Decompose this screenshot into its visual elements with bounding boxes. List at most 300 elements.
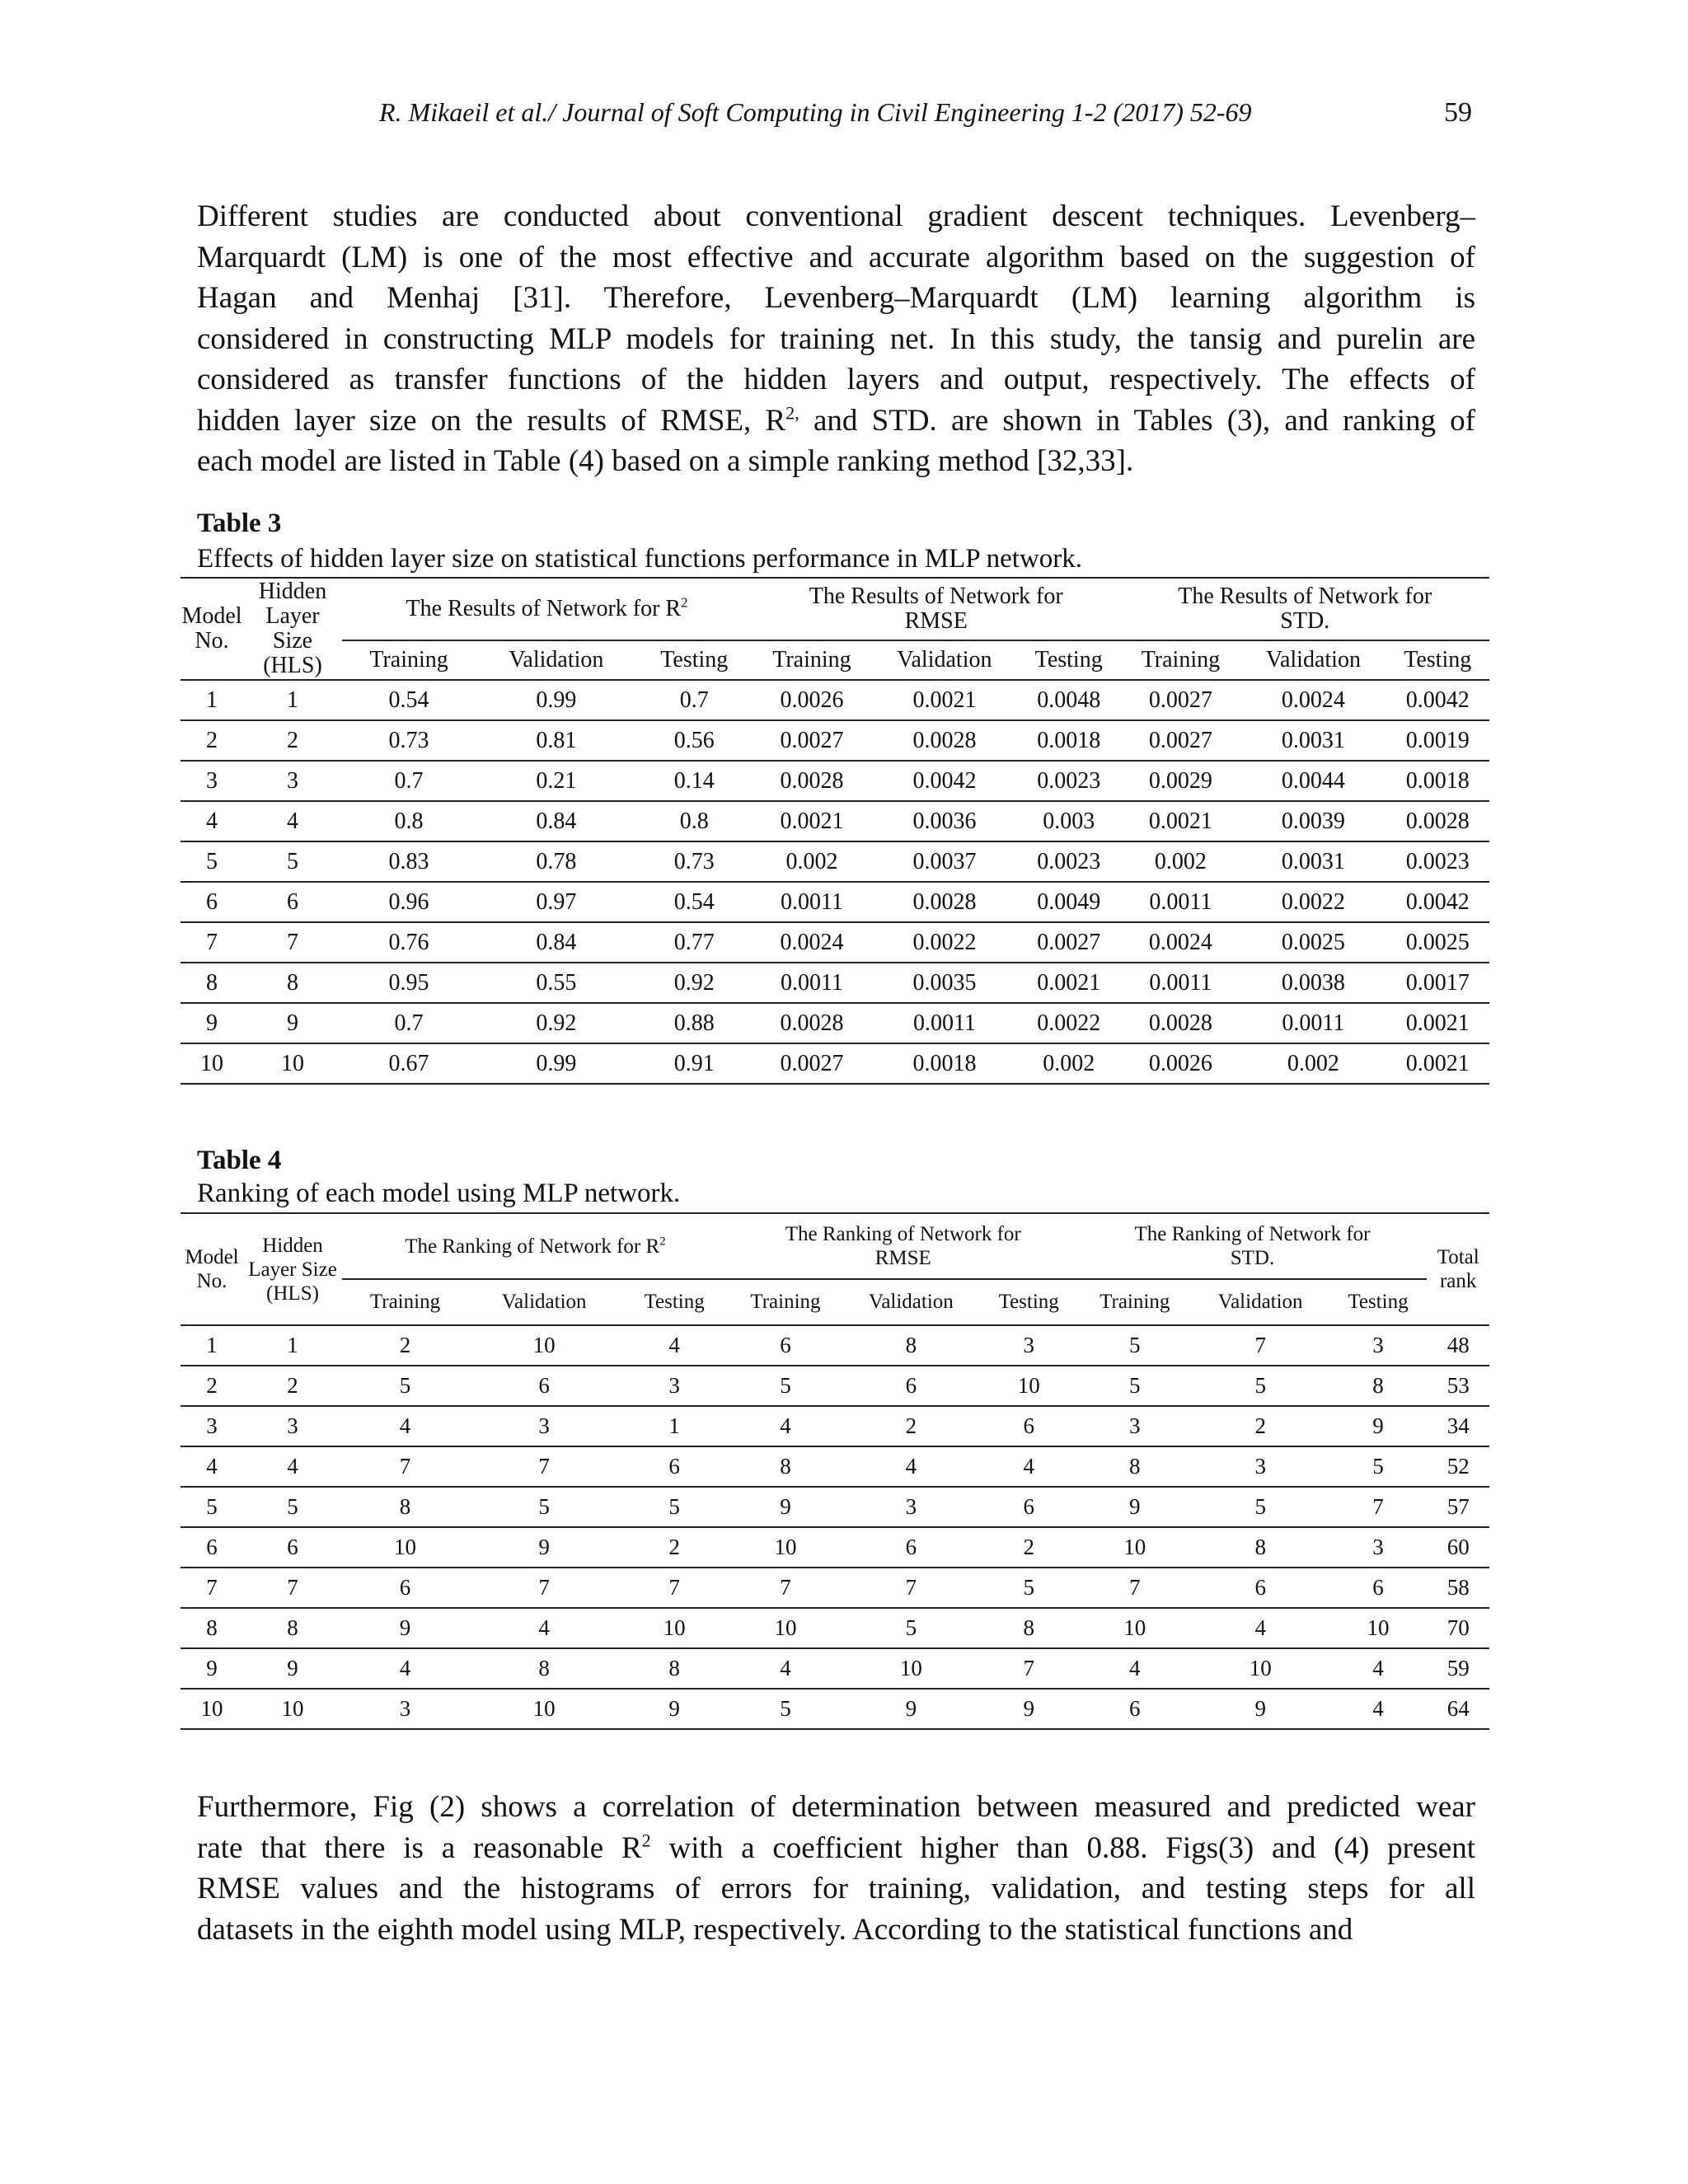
text-line: each model are listed in Table (4) based on a simple ranking method [32,33]. <box>197 444 1134 478</box>
table-cell: 7 <box>842 1568 980 1608</box>
subheader-row <box>181 1279 1489 1325</box>
table-cell: 5 <box>1329 1446 1428 1487</box>
table-cell: 0.84 <box>476 922 637 963</box>
table-cell: 0.0044 <box>1240 761 1386 801</box>
table-row <box>181 922 1489 963</box>
table-cell: 1 <box>243 680 342 720</box>
table-cell: 0.84 <box>476 801 637 841</box>
table-cell: 3 <box>842 1487 980 1527</box>
table-cell: 7 <box>342 1446 468 1487</box>
table-cell: 2 <box>181 1366 243 1406</box>
column-header-hls: Hidden Layer Size (HLS) <box>243 578 342 680</box>
table-cell: 0.0022 <box>872 922 1017 963</box>
table-cell: 8 <box>1192 1527 1329 1568</box>
table-cell: 58 <box>1427 1568 1489 1608</box>
table-cell: 8 <box>729 1446 842 1487</box>
table-cell: 0.88 <box>637 1003 752 1043</box>
table-row <box>181 1406 1489 1446</box>
table-cell: 60 <box>1427 1527 1489 1568</box>
subcolumn-header-training: Training <box>752 640 872 680</box>
table-cell: 5 <box>842 1608 980 1648</box>
table-cell: 5 <box>1078 1366 1192 1406</box>
outro-paragraph <box>197 1787 1475 1950</box>
table-cell: 52 <box>1427 1446 1489 1487</box>
table-cell: 3 <box>181 761 243 801</box>
table-cell: 0.0021 <box>1120 801 1240 841</box>
table-cell: 0.14 <box>637 761 752 801</box>
table-cell: 9 <box>181 1648 243 1689</box>
table-row <box>181 963 1489 1003</box>
table-cell: 10 <box>620 1608 728 1648</box>
text-line: Hagan and Menhaj [31]. Therefore, Levenberg–Marquardt (LM) learning algorithm is <box>197 281 1475 315</box>
table-cell: 5 <box>1192 1366 1329 1406</box>
table-cell: 6 <box>842 1366 980 1406</box>
table-cell: 7 <box>468 1446 620 1487</box>
subcolumn-header-testing: Testing <box>1017 640 1120 680</box>
subcolumn-header-validation: Validation <box>842 1279 980 1325</box>
table-cell: 8 <box>243 1608 342 1648</box>
table-cell: 0.0042 <box>1386 882 1489 922</box>
text-line: rate that there is a reasonable $R^2$ with a coefficient higher than 0.88. Figs(3) and (4) present <box>197 1830 1475 1865</box>
table-cell: 0.0025 <box>1386 922 1489 963</box>
table-cell: 10 <box>1329 1608 1428 1648</box>
subcolumn-header-testing: Testing <box>637 640 752 680</box>
table-row <box>181 882 1489 922</box>
table-cell: 5 <box>1192 1487 1329 1527</box>
table-cell: 10 <box>243 1043 342 1084</box>
table-cell: 9 <box>1078 1487 1192 1527</box>
table-cell: 3 <box>1078 1406 1192 1446</box>
column-header-hls: Hidden Layer Size (HLS) <box>243 1213 342 1325</box>
table-cell: 10 <box>729 1608 842 1648</box>
table-cell: 0.0011 <box>1120 963 1240 1003</box>
table-cell: 8 <box>181 963 243 1003</box>
table-cell: 4 <box>980 1446 1078 1487</box>
table-cell: 8 <box>181 1608 243 1648</box>
table-cell: 0.0048 <box>1017 680 1120 720</box>
table-cell: 0.0021 <box>752 801 872 841</box>
table-cell: 0.0011 <box>752 963 872 1003</box>
table-cell: 0.21 <box>476 761 637 801</box>
intro-paragraph <box>197 196 1475 482</box>
table-cell: 6 <box>980 1487 1078 1527</box>
table-cell: 0.0025 <box>1240 922 1386 963</box>
subcolumn-header-training: Training <box>1078 1279 1192 1325</box>
table-cell: 9 <box>342 1608 468 1648</box>
group-header: The Results of Network for STD. <box>1120 578 1489 640</box>
subcolumn-header-testing: Testing <box>620 1279 728 1325</box>
table-row <box>181 680 1489 720</box>
table-cell: 0.78 <box>476 841 637 882</box>
table-cell: 5 <box>620 1487 728 1527</box>
table-cell: 53 <box>1427 1366 1489 1406</box>
table-cell: 6 <box>243 882 342 922</box>
table-cell: 0.0035 <box>872 963 1017 1003</box>
table-cell: 3 <box>980 1325 1078 1366</box>
table-cell: 0.95 <box>342 963 476 1003</box>
table-cell: 8 <box>342 1487 468 1527</box>
text-line: Different studies are conducted about conventional gradient descent techniques. Levenberg– <box>197 199 1475 233</box>
table-cell: 4 <box>468 1608 620 1648</box>
table-cell: 0.002 <box>752 841 872 882</box>
table-cell: 5 <box>181 841 243 882</box>
table-cell: 1 <box>620 1406 728 1446</box>
table-cell: 0.0011 <box>752 882 872 922</box>
table-cell: 0.0017 <box>1386 963 1489 1003</box>
table-cell: 3 <box>1329 1527 1428 1568</box>
subcolumn-header-testing: Testing <box>980 1279 1078 1325</box>
table-cell: 4 <box>243 801 342 841</box>
table-cell: 0.55 <box>476 963 637 1003</box>
table-cell: 5 <box>980 1568 1078 1608</box>
table-cell: 0.0021 <box>1017 963 1120 1003</box>
table-row <box>181 1487 1489 1527</box>
superscript: 2 <box>681 594 688 611</box>
table-cell: 0.0042 <box>1386 680 1489 720</box>
table-cell: 0.0049 <box>1017 882 1120 922</box>
table-cell: 10 <box>1078 1608 1192 1648</box>
table-cell: 6 <box>842 1527 980 1568</box>
table-cell: 6 <box>729 1325 842 1366</box>
subcolumn-header-training: Training <box>1120 640 1240 680</box>
table-cell: 34 <box>1427 1406 1489 1446</box>
table-cell: 4 <box>620 1325 728 1366</box>
subcolumn-header-validation: Validation <box>872 640 1017 680</box>
text-line: considered as transfer functions of the hidden layers and output, respectively. The effects of <box>197 363 1475 396</box>
table-row <box>181 1043 1489 1084</box>
table-cell: 4 <box>1192 1608 1329 1648</box>
table-cell: 0.0023 <box>1386 841 1489 882</box>
table-cell: 57 <box>1427 1487 1489 1527</box>
table3-title: Table 3 <box>197 509 282 538</box>
table-cell: 0.0011 <box>1240 1003 1386 1043</box>
table-cell: 0.0023 <box>1017 841 1120 882</box>
table-cell: 1 <box>243 1325 342 1366</box>
table-cell: 0.77 <box>637 922 752 963</box>
table-cell: 3 <box>342 1689 468 1729</box>
table-body <box>181 680 1489 1084</box>
text-line: Marquardt (LM) is one of the most effective and accurate algorithm based on the suggestion of <box>197 240 1475 274</box>
table-cell: 0.73 <box>342 720 476 761</box>
table3-caption: Effects of hidden layer size on statistical functions performance in MLP network. <box>197 544 1083 574</box>
group-header: The Ranking of Network for RMSE <box>729 1213 1078 1279</box>
table-cell: 8 <box>1329 1366 1428 1406</box>
subcolumn-header-validation: Validation <box>1192 1279 1329 1325</box>
table-cell: 8 <box>980 1608 1078 1648</box>
table-row <box>181 720 1489 761</box>
table-cell: 0.56 <box>637 720 752 761</box>
header-row <box>181 1213 1489 1279</box>
subcolumn-header-validation: Validation <box>1240 640 1386 680</box>
table-cell: 0.0026 <box>1120 1043 1240 1084</box>
table-cell: 0.0036 <box>872 801 1017 841</box>
table-cell: 10 <box>243 1689 342 1729</box>
table-cell: 0.76 <box>342 922 476 963</box>
table-cell: 3 <box>181 1406 243 1446</box>
table-header <box>181 1213 1489 1325</box>
table-cell: 9 <box>1329 1406 1428 1446</box>
table-cell: 0.91 <box>637 1043 752 1084</box>
table-cell: 6 <box>1192 1568 1329 1608</box>
table-cell: 2 <box>1192 1406 1329 1446</box>
table-row <box>181 841 1489 882</box>
table-cell: 2 <box>980 1527 1078 1568</box>
table-cell: 5 <box>729 1689 842 1729</box>
group-header: The Results of Network for RMSE <box>752 578 1120 640</box>
table-cell: 0.83 <box>342 841 476 882</box>
table-cell: 3 <box>468 1406 620 1446</box>
table-cell: 3 <box>243 1406 342 1446</box>
table-cell: 6 <box>181 1527 243 1568</box>
table-cell: 2 <box>342 1325 468 1366</box>
table-cell: 0.92 <box>637 963 752 1003</box>
table-cell: 0.0023 <box>1017 761 1120 801</box>
table-cell: 7 <box>980 1648 1078 1689</box>
table-cell: 7 <box>243 922 342 963</box>
table3 <box>181 577 1489 1085</box>
table-cell: 6 <box>1329 1568 1428 1608</box>
table-cell: 10 <box>729 1527 842 1568</box>
table-row <box>181 1325 1489 1366</box>
table-row <box>181 1608 1489 1648</box>
table-row <box>181 1003 1489 1043</box>
table-cell: 0.0021 <box>1386 1043 1489 1084</box>
table-cell: 4 <box>181 1446 243 1487</box>
table-cell: 7 <box>1192 1325 1329 1366</box>
subcolumn-header-training: Training <box>729 1279 842 1325</box>
table-cell: 6 <box>620 1446 728 1487</box>
table-cell: 0.0031 <box>1240 720 1386 761</box>
text-line: datasets in the eighth model using MLP, respectively. According to the statistical functions and <box>197 1912 1353 1947</box>
table-cell: 0.0011 <box>1120 882 1240 922</box>
table-cell: 4 <box>1329 1689 1428 1729</box>
column-header-model: Model No. <box>181 1213 243 1325</box>
table-cell: 1 <box>181 1325 243 1366</box>
table-cell: 7 <box>468 1568 620 1608</box>
table-cell: 4 <box>342 1648 468 1689</box>
table-cell: 0.0028 <box>1386 801 1489 841</box>
table-cell: 5 <box>181 1487 243 1527</box>
table-cell: 0.97 <box>476 882 637 922</box>
table-cell: 10 <box>1192 1648 1329 1689</box>
table-cell: 3 <box>1192 1446 1329 1487</box>
table4-title: Table 4 <box>197 1146 282 1175</box>
table-cell: 0.0028 <box>872 882 1017 922</box>
table-cell: 10 <box>1078 1527 1192 1568</box>
table-cell: 0.54 <box>342 680 476 720</box>
table-row <box>181 1568 1489 1608</box>
table-cell: 2 <box>181 720 243 761</box>
table-cell: 9 <box>468 1527 620 1568</box>
table-cell: 9 <box>729 1487 842 1527</box>
table-cell: 7 <box>181 1568 243 1608</box>
table-cell: 48 <box>1427 1325 1489 1366</box>
table-cell: 0.96 <box>342 882 476 922</box>
table-cell: 0.0027 <box>752 720 872 761</box>
table-cell: 3 <box>1329 1325 1428 1366</box>
column-header-model: Model No. <box>181 578 243 680</box>
table-cell: 5 <box>342 1366 468 1406</box>
table-cell: 7 <box>181 922 243 963</box>
table-cell: 4 <box>729 1406 842 1446</box>
table-cell: 0.8 <box>637 801 752 841</box>
table-cell: 10 <box>468 1689 620 1729</box>
table4-caption: Ranking of each model using MLP network. <box>197 1179 681 1208</box>
table-cell: 5 <box>729 1366 842 1406</box>
table-cell: 6 <box>181 882 243 922</box>
table-cell: 4 <box>243 1446 342 1487</box>
table-cell: 4 <box>342 1406 468 1446</box>
table-cell: 0.0038 <box>1240 963 1386 1003</box>
table-cell: 0.0028 <box>752 1003 872 1043</box>
table-cell: 6 <box>1078 1689 1192 1729</box>
table-cell: 0.7 <box>342 761 476 801</box>
table-cell: 8 <box>243 963 342 1003</box>
table-cell: 8 <box>1078 1446 1192 1487</box>
table-cell: 0.002 <box>1017 1043 1120 1084</box>
table-cell: 9 <box>1192 1689 1329 1729</box>
table-cell: 0.0037 <box>872 841 1017 882</box>
subcolumn-header-validation: Validation <box>476 640 637 680</box>
table-cell: 0.0024 <box>1120 922 1240 963</box>
table-cell: 0.0042 <box>872 761 1017 801</box>
table-cell: 0.0028 <box>1120 1003 1240 1043</box>
text-line: considered in constructing MLP models for training net. In this study, the tansig and purelin are <box>197 321 1475 356</box>
table-cell: 0.7 <box>637 680 752 720</box>
table-cell: 0.0028 <box>752 761 872 801</box>
table-cell: 2 <box>243 720 342 761</box>
table-cell: 10 <box>468 1325 620 1366</box>
table-cell: 9 <box>842 1689 980 1729</box>
table-cell: 6 <box>980 1406 1078 1446</box>
group-header: The Ranking of Network for STD. <box>1078 1213 1428 1279</box>
text-line: Furthermore, Fig (2) shows a correlation of determination between measured and predicted wear <box>197 1790 1475 1824</box>
running-title: R. Mikaeil et al./ Journal of Soft Computing in Civil Engineering 1-2 (2017) 52-69 <box>379 97 1252 127</box>
table4 <box>181 1212 1489 1730</box>
table-cell: 0.0027 <box>1120 720 1240 761</box>
subheader-row <box>181 640 1489 680</box>
table-cell: 6 <box>342 1568 468 1608</box>
group-header: The Results of Network for $R^2$ <box>342 578 752 640</box>
table-cell: 6 <box>468 1366 620 1406</box>
table-cell: 10 <box>181 1689 243 1729</box>
table-cell: 8 <box>468 1648 620 1689</box>
table-cell: 4 <box>1078 1648 1192 1689</box>
table-cell: 0.003 <box>1017 801 1120 841</box>
table-cell: 6 <box>243 1527 342 1568</box>
table-cell: 70 <box>1427 1608 1489 1648</box>
table-cell: 64 <box>1427 1689 1489 1729</box>
text-line: hidden layer size on the results of RMSE, $R^{2,}$ and STD. are shown in Tables (3), and ranking of <box>197 402 1476 438</box>
table-cell: 0.0024 <box>752 922 872 963</box>
table-cell: 4 <box>1329 1648 1428 1689</box>
subcolumn-header-training: Training <box>342 1279 468 1325</box>
table-cell: 5 <box>243 841 342 882</box>
table-cell: 0.73 <box>637 841 752 882</box>
superscript: 2 <box>659 1235 666 1249</box>
table-cell: 10 <box>181 1043 243 1084</box>
subcolumn-header-testing: Testing <box>1386 640 1489 680</box>
table-cell: 9 <box>243 1003 342 1043</box>
table-cell: 0.0018 <box>1386 761 1489 801</box>
table-cell: 0.002 <box>1120 841 1240 882</box>
table-cell: 2 <box>842 1406 980 1446</box>
table-cell: 0.0019 <box>1386 720 1489 761</box>
table-cell: 0.0021 <box>1386 1003 1489 1043</box>
table-row <box>181 1648 1489 1689</box>
table-cell: 0.0027 <box>1017 922 1120 963</box>
table-cell: 5 <box>243 1487 342 1527</box>
table-cell: 0.0028 <box>872 720 1017 761</box>
table-cell: 0.81 <box>476 720 637 761</box>
text-line: RMSE values and the histograms of errors for training, validation, and testing steps for all <box>197 1872 1475 1905</box>
table-cell: 0.0021 <box>872 680 1017 720</box>
table-cell: 5 <box>1078 1325 1192 1366</box>
table-row <box>181 1446 1489 1487</box>
table-cell: 7 <box>243 1568 342 1608</box>
superscript: 2 <box>641 1830 651 1851</box>
table-cell: 0.0022 <box>1017 1003 1120 1043</box>
table-body <box>181 1325 1489 1729</box>
table-cell: 0.54 <box>637 882 752 922</box>
table-cell: 0.0027 <box>752 1043 872 1084</box>
column-header-total-rank: Total rank <box>1427 1213 1489 1325</box>
table-cell: 0.67 <box>342 1043 476 1084</box>
table-cell: 10 <box>342 1527 468 1568</box>
table-cell: 0.92 <box>476 1003 637 1043</box>
table-cell: 10 <box>980 1366 1078 1406</box>
table-cell: 0.0022 <box>1240 882 1386 922</box>
table-cell: 59 <box>1427 1648 1489 1689</box>
table-row <box>181 761 1489 801</box>
table-cell: 4 <box>842 1446 980 1487</box>
group-header: The Ranking of Network for $R^2$ <box>342 1213 729 1279</box>
superscript: 2, <box>785 402 799 424</box>
subcolumn-header-training: Training <box>342 640 476 680</box>
table-cell: 9 <box>980 1689 1078 1729</box>
table-cell: 7 <box>620 1568 728 1608</box>
table-cell: 0.99 <box>476 680 637 720</box>
table-cell: 0.0027 <box>1120 680 1240 720</box>
table-cell: 7 <box>729 1568 842 1608</box>
table-cell: 3 <box>620 1366 728 1406</box>
table-row <box>181 1689 1489 1729</box>
table-cell: 3 <box>243 761 342 801</box>
table-cell: 0.0024 <box>1240 680 1386 720</box>
table-header <box>181 578 1489 680</box>
table-cell: 9 <box>243 1648 342 1689</box>
table-row <box>181 1366 1489 1406</box>
table-cell: 9 <box>181 1003 243 1043</box>
subcolumn-header-validation: Validation <box>468 1279 620 1325</box>
table-cell: 0.002 <box>1240 1043 1386 1084</box>
table-cell: 0.99 <box>476 1043 637 1084</box>
table-cell: 10 <box>842 1648 980 1689</box>
table-cell: 4 <box>729 1648 842 1689</box>
table-cell: 0.8 <box>342 801 476 841</box>
table-cell: 0.0018 <box>872 1043 1017 1084</box>
table-cell: 9 <box>620 1689 728 1729</box>
table-cell: 0.7 <box>342 1003 476 1043</box>
table-cell: 4 <box>181 801 243 841</box>
header-row <box>181 578 1489 640</box>
table-cell: 0.0039 <box>1240 801 1386 841</box>
table-row <box>181 801 1489 841</box>
table-cell: 7 <box>1078 1568 1192 1608</box>
table-cell: 0.0031 <box>1240 841 1386 882</box>
table-cell: 1 <box>181 680 243 720</box>
table-cell: 0.0026 <box>752 680 872 720</box>
